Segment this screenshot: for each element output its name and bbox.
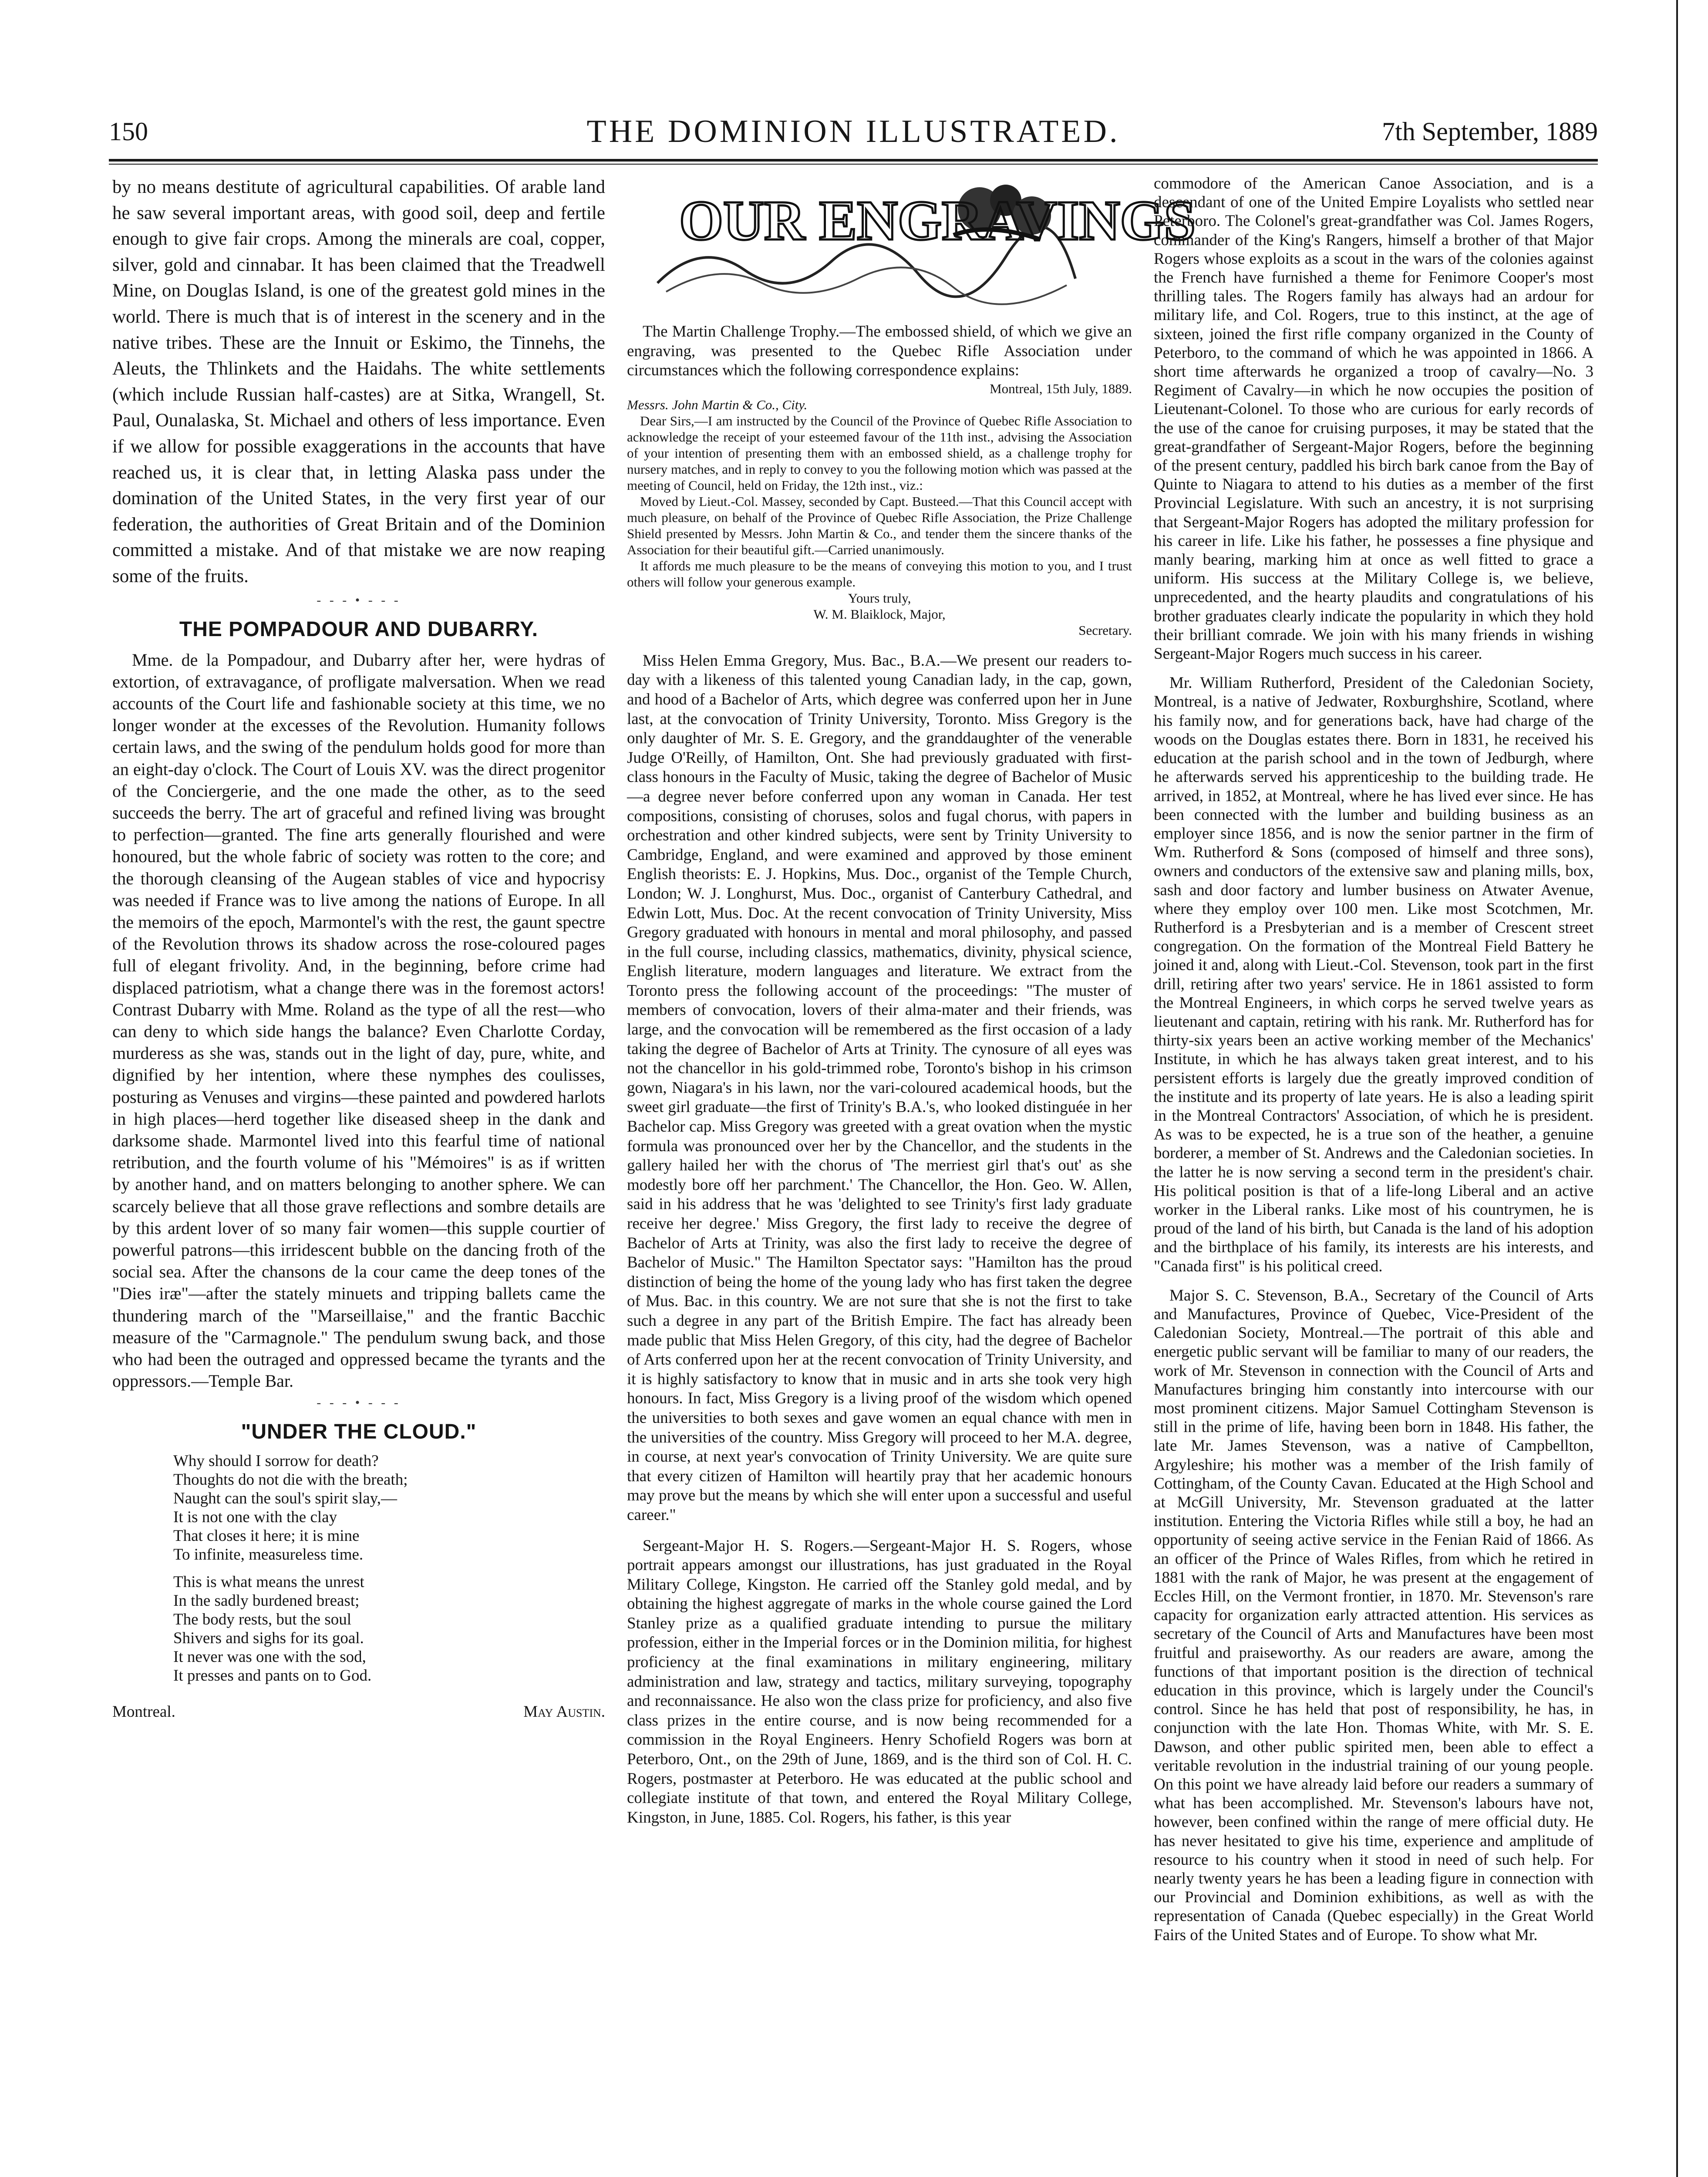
poem-line: To infinite, measureless time.	[173, 1546, 364, 1564]
page-edge	[1676, 0, 1678, 2177]
poem-line: Thoughts do not die with the breath;	[173, 1471, 408, 1489]
rogers-article-text: Sergeant-Major H. S. Rogers.—Sergeant-Major H. S. Rogers, whose portrait appears amongst our illustrations, has just graduated in the Royal Military College, Kingston. He carried off the Stanley gold medal, and by obtaining the highest aggregate of marks in the whole course gained the Lord Stanley prize as a qualified graduate intending to pursue the military profession, either in the Imperial forces or in the Dominion militia, for highest proficiency at the final examinations in military engineering, military administration and law, strategy and tactics, military surveying, topography and reconnaissance. He also won the class prize for proficiency, and also five class prizes in the entire course, and is now being recommended for a commission in the Royal Engineers. Henry Schofield Rogers was born at Peterboro, Ont., on the 29th of June, 1869, and is the third son of Col. H. C. Rogers, postmaster at Peterboro. He was educated at the public school and collegiate institute of that town, and entered the Royal Military College, Kingston, in June, 1885. Col. Rogers, his father, is this year	[627, 1537, 1132, 1827]
poem-line: In the sadly burdened breast;	[173, 1592, 360, 1610]
poem-line: Shivers and sighs for its goal.	[173, 1629, 364, 1648]
section-separator: - - - • - - -	[317, 593, 401, 607]
letter-body-3: It affords me much pleasure to be the means of conveying this motion to you, and I trust others will follow your generous example.	[627, 558, 1132, 590]
poem-line: The body rests, but the soul	[173, 1611, 352, 1629]
rutherford-article-text: Mr. William Rutherford, President of the Caledonian Society, Montreal, is a native of Jedwater, Roxburghshire, Scotland, where his family now, and for generations back, have had charge of the woods on the Douglas estates there. Born in 1831, he received his education at the parish school and in the town of Jedburgh, where he afterwards served his apprenticeship to the building trade. He arrived, in 1852, at Montreal, where he has lived ever since. He has been connected with the lumber and building business as an employer since 1856, and is now the senior partner in the firm of Wm. Rutherford & Sons (composed of himself and three sons), owners and conductors of the extensive saw and planing mills, box, sash and door factory and lumber business on Atwater Avenue, where they employ over 100 men. Like most Scotchmen, Mr. Rutherford is a Presbyterian and is a member of Crescent street congregation. On the formation of the Montreal Field Battery he joined it and, along with Lieut.-Col. Stevenson, took part in the first drill, retiring after two years' service. He in 1861 assisted to form the Montreal Engineers, in which corps he served twelve years as lieutenant and captain, retiring with his rank. Mr. Rutherford has for thirty-six years been an active working member of the Mechanics' Institute, in which he has always taken great interest, and to his persistent efforts is largely due the greatly improved condition of the institute and its property of late years. He is also a leading spirit in the Montreal Contractors' Association, of which he is president. As was to be expected, he is a true son of the heather, a genuine borderer, a member of St. Andrews and the Caledonian societies. In the latter he is now serving a second term in the president's chair. His political position is that of a life-long Liberal and an active worker in the Liberal ranks. Like most of his countrymen, he is proud of the land of his birth, but Canada is the land of his adoption and the birthplace of his family, its interests are his interests, and "Canada first" is his political creed.	[1154, 674, 1593, 1275]
letter-signatory: W. M. Blaiklock, Major,	[813, 606, 946, 622]
poem-line: This is what means the unrest	[173, 1573, 364, 1591]
header-rule-thin	[109, 164, 1598, 165]
column-1	[112, 174, 605, 1721]
poem-line: That closes it here; it is mine	[173, 1527, 360, 1545]
our-engravings-banner	[649, 174, 1196, 305]
column-2	[627, 174, 1196, 1827]
issue-date: 7th September, 1889	[1382, 117, 1598, 146]
section-separator: - - - • - - -	[317, 1395, 401, 1410]
letter-body-1: Dear Sirs,—I am instructed by the Council of the Province of Quebec Rifle Association to acknowledge the receipt of your esteemed favour of the 11th inst., advising the Association of your intention of presenting them with an embossed shield, as a challenge trophy for nursery matches, and in reply to convey to you the following motion which was passed at the meeting of Council, held on Friday, the 12th inst., viz.:	[627, 413, 1132, 493]
alaska-article-text: by no means destitute of agricultural capabilities. Of arable land he saw several important areas, with good soil, deep and fertile enough to give fair crops. Among the minerals are coal, copper, silver, gold and cinnabar. It has been claimed that the Treadwell Mine, on Douglas Island, is one of the greatest gold mines in the world. There is much that is of interest in the scenery and in the native tribes. These are the Innuit or Eskimo, the Tinnehs, the Aleuts, the Thlinkets and the Haidahs. The white settlements (which include Russian half-castes) are at Sitka, Wrangell, St. Paul, Ounalaska, St. Michael and others of less importance. Even if we allow for possible exaggerations in the accounts that have reached us, it is clear that, in letting Alaska pass under the domination of the United States, in the very first year of our federation, the authorities of Great Britain and of the Dominion committed a mistake. And of that mistake we are now reaping some of the fruits.	[112, 177, 605, 586]
poem-line: It presses and pants on to God.	[173, 1667, 372, 1685]
gregory-article-text: Miss Helen Emma Gregory, Mus. Bac., B.A.—We present our readers to-day with a likeness of this talented young Canadian lady, in the cap, gown, and hood of a Bachelor of Arts, which degree was conferred upon her in June last, at the convocation of Trinity University, Toronto. Miss Gregory is the only daughter of Mr. S. E. Gregory, and the granddaughter of the venerable Judge O'Reilly, of Hamilton, Ont. She had previously graduated with first-class honours in the Faculty of Music, taking the degree of Bachelor of Music—a degree never before conferred upon any woman in Canada. Her test compositions, consisting of choruses, solos and fugal chorus, with papers in orchestration and other kindred subjects, were sent by Trinity University to Cambridge, England, and were examined and approved by those eminent English theorists: E. J. Hopkins, Mus. Doc., organist of the Temple Church, London; W. J. Longhurst, Mus. Doc., organist of Canterbury Cathedral, and Edwin Lott, Mus. Doc. At the recent convocation of Trinity University, Miss Gregory graduated with honours in mental and moral philosophy, and passed in the full course, including classics, mathematics, divinity, physical science, English literature, modern languages and literature. We extract from the Toronto press the following account of the proceedings: "The muster of members of convocation, lovers of their alma-mater and their friends, was large, and the convocation will be remembered as the first occasion of a lady taking the degree of Bachelor of Arts at Trinity. The cynosure of all eyes was not the chancellor in his gold-trimmed robe, Toronto's bishop in his crimson gown, Niagara's in his lawn, nor the vari-coloured academical hoods, but the sweet girl graduate—the first of Trinity's B.A.'s, who looked distinguée in her Bachelor cap. Miss Gregory was greeted with a great ovation when the mystic formula was pronounced over her by the Chancellor, and the students in the gallery hailed her with the chorus of 'The merriest girl that's out' as she modestly bore off her parchment.' The Chancellor, the Hon. Geo. W. Allen, said in his address that he was 'delighted to see Trinity's first lady graduate receive her degree.' Miss Gregory, the first lady to receive the degree of Bachelor of Arts at Trinity, was also the first lady to receive the degree of Bachelor of Music." The Hamilton Spectator says: "Hamilton has the proud distinction of being the home of the young lady who has first taken the degree of Mus. Bac. in this country. We are not sure that she is not the first to take such a degree in any part of the British Empire. The fact has already been made public that Miss Helen Gregory, of this city, had the degree of Bachelor of Arts conferred upon her at the recent convocation of Trinity University, and it is highly satisfactory to know that in music and in arts she took very high honours. In fact, Miss Gregory is a living proof of the wisdom which opened the universities to both sexes and gave women an equal chance with men in the universities of the country. Miss Gregory will proceed to her M.A. degree, in course, at next year's convocation of Trinity University. We are quite sure that every citizen of Hamilton will heartily pray that her academic honours may prove but the means by which she will enter upon a successful and useful career."	[627, 651, 1132, 1524]
poem-line: Why should I sorrow for death?	[173, 1452, 379, 1470]
page-number: 150	[109, 117, 148, 146]
stevenson-article-text: Major S. C. Stevenson, B.A., Secretary of the Council of Arts and Manufactures, Province of Quebec, Vice-President of the Caledonian Society, Montreal.—The portrait of this able and energetic public servant will be familiar to many of our readers, the work of Mr. Stevenson in connection with the Council of Arts and Manufactures bringing him constantly into intercourse with our most prominent citizens. Major Samuel Cottingham Stevenson is still in the prime of life, having been born in 1848. His father, the late Mr. James Stevenson, was a native of Campbellton, Argyleshire; his mother was a member of the Irish family of Cottingham, of the County Cavan. Educated at the High School and at McGill University, Mr. Stevenson graduated at the latter institution. Entering the Victoria Rifles while still a boy, he had an opportunity of seeing active service in the Fenian Raid of 1866. As an officer of the Prince of Wales Rifles, from which he retired in 1881 with the rank of Major, he was present at the engagement of Eccles Hill, on the Vermont frontier, in 1870. Mr. Stevenson's rare capacity for organization early attracted attention. His services as secretary of the Council of Arts and Manufactures have been most fruitful and praiseworthy. As our readers are aware, among the functions of that important position is the direction of technical education in this province, which is largely under the Council's control. Since he has held that post of responsibility, he has, in conjunction with the late Hon. Thomas White, with Mr. S. E. Dawson, and other public spirited men, been able to effect a veritable revolution in the industrial training of our young people. On this point we have already laid before our readers a summary of what has been accomplished. Mr. Stevenson's labours have not, however, been confined within the range of mere official duty. He has never hesitated to give his time, experience and amplitude of resource to his country when it stood in need of such help. For nearly twenty years he has been a leading figure in connection with our Provincial and Dominion exhibitions, as well as with the representation of Canada (Quebec especially) in the Great World Fairs of the United States and of Europe. To show what Mr.	[1154, 1286, 1593, 1944]
letter-recipient: Messrs. John Martin & Co., City.	[627, 397, 808, 412]
header-rule	[109, 159, 1598, 162]
pompadour-heading: THE POMPADOUR AND DUBARRY.	[179, 617, 539, 641]
letter-body-2: Moved by Lieut.-Col. Massey, seconded by Capt. Busteed.—That this Council accept with much pleasure, on behalf of the Province of Quebec Rifle Association, the Prize Challenge Shield presented by Messrs. John Martin & Co., and tender them the sincere thanks of the Association for their beautiful gift.—Carried unanimously.	[627, 493, 1132, 557]
banner-title: OUR ENGRAVINGS	[679, 189, 1196, 252]
poem-line: It never was one with the sod,	[173, 1648, 366, 1666]
poem-stanza-1	[173, 1452, 605, 1564]
newspaper-title: THE DOMINION ILLUSTRATED.	[586, 114, 1120, 149]
decorative-banner-icon	[649, 174, 1196, 305]
poem-stanza-2	[173, 1573, 605, 1685]
poem-signature	[112, 1702, 605, 1721]
poem-heading: "UNDER THE CLOUD."	[241, 1420, 477, 1444]
letter-date: Montreal, 15th July, 1889.	[990, 381, 1132, 396]
column-3	[1154, 174, 1593, 1944]
letter-closing: Yours truly,	[848, 590, 911, 606]
poem-line: It is not one with the clay	[173, 1508, 337, 1527]
pompadour-article-text: Mme. de la Pompadour, and Dubarry after her, were hydras of extortion, of extravagance, of profligate malversation. When we read accounts of the Court life and fashionable society at this time, we no longer wonder at the excesses of the Revolution. Humanity follows certain laws, and the swing of the pendulum holds good for more than an eight-day o'clock. The Court of Louis XV. was the direct progenitor of the Conciergerie, and the one made the other, as to the seed succeeds the berry. The art of graceful and refined living was brought to perfection—granted. The fine arts generally flourished and were honoured, but the whole fabric of society was rotten to the core; and the thorough cleansing of the Augean stables of vice and hypocrisy was needed if France was to live among the nations of Europe. In all the memoirs of the epoch, Marmontel's with the rest, the gaunt spectre of the Revolution throws its shadow across the rose-coloured pages full of elegant frivolity. And, in the beginning, before crime had displaced patriotism, what a change there was in the foremost actors! Contrast Dubarry with Mme. Roland as the type of all the rest—who can deny to which side hangs the balance? Even Charlotte Corday, murderess as she was, stands out in the light of day, pure, white, and dignified by her intention, where these nymphes des coulisses, posturing as Venuses and virgins—these painted and powdered harlots in high places—herd together like diseased sheep in the dank and darksome shade. Marmontel lived into this fearful time of national retribution, and the fourth volume of his "Mémoires" is as if written by another hand, and on matters belonging to another sphere. We can scarcely believe that all those grave reflections and sombre details are by this ardent lover of so many fair women—this supple courtier of powerful patrons—this irridescent bubble on the dancing froth of the social sea. After the chansons de la cour came the deep tones of the "Dies iræ"—after the stately minuets and tripping ballets came the thundering march of the "Marseillaise," and the frantic Bacchic measure of the "Carmagnole." The pendulum swung back, and those who had been the outraged and oppressed became the tyrants and the oppressors.—Temple Bar.	[112, 650, 605, 1391]
poem-place: Montreal.	[112, 1703, 175, 1721]
martin-trophy-intro: The Martin Challenge Trophy.—The embossed shield, of which we give an engraving, was presented to the Quebec Rifle Association under circumstances which the following correspondence explains:	[627, 323, 1132, 380]
rogers-article-continued: commodore of the American Canoe Association, and is a descendant of one of the United Empire Loyalists who settled near Peterboro. The Colonel's great-grandfather was Col. James Rogers, commander of the King's Rangers, himself a brother of that Major Rogers whose exploits as a scout in the wars of the colonies against the French have furnished a theme for Fenimore Cooper's most thrilling tales. The Rogers family has always had an ardour for military life, and Col. Rogers, true to this instinct, at the age of sixteen, joined the first rifle company organized in the County of Peterboro, to the command of which he was appointed in 1866. A short time afterwards he organized a troop of cavalry—No. 3 Regiment of Cavalry—in which he now occupies the position of Lieutenant-Colonel. To those who are curious for early records of the use of the canoe for cruising purposes, it may be stated that the great-grandfather of Sergeant-Major Rogers, before the beginning of the present century, paddled his birch bark canoe from the Bay of Quinte to Niagara to attend to his duties as a member of the first Provincial Legislature. With such an ancestry, it is not surprising that Sergeant-Major Rogers has adopted the military profession for his career in life. Like his father, he possesses a fine physique and manly bearing, marking him at once as well fitted to grace a uniform. His success at the Military College is, we believe, unprecedented, and the hearty plaudits and congratulations of his brother graduates clearly indicate the popularity in which they hold their brilliant comrade. We join with his many friends in wishing Sergeant-Major Rogers much success in his career.	[1154, 175, 1593, 663]
page-header	[109, 109, 1598, 157]
poem-line: Naught can the soul's spirit slay,—	[173, 1490, 397, 1508]
letter-signatory-title: Secretary.	[1078, 622, 1132, 638]
poem-author: May Austin.	[523, 1703, 605, 1721]
